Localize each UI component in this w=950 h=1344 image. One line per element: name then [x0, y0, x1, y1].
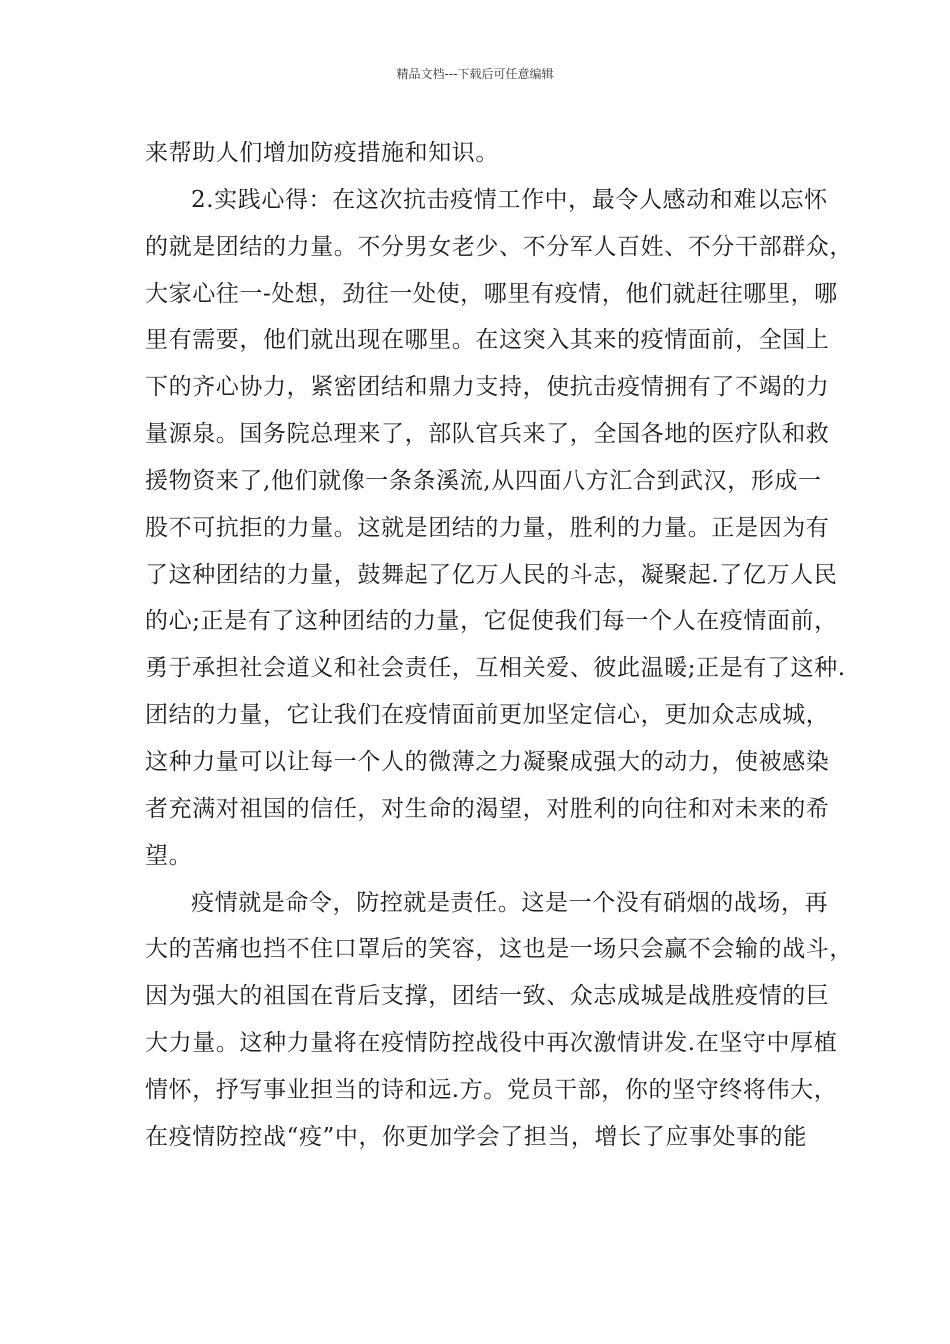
text-line: 大的苦痛也挡不住口罩后的笑容，这也是一场只会赢不会输的战斗， [145, 936, 853, 963]
text-line: 大力量。这种力量将在疫情防控战役中再次激情讲发.在坚守中厚植 [145, 1030, 838, 1057]
text-line: 来帮助人们增加防疫措施和知识。 [145, 140, 499, 166]
paragraph-first-line: 2.实践心得：在这次抗击疫情工作中，最令人感动和难以忘怀 [191, 186, 828, 213]
text-line: 援物资来了,他们就像一条条溪流,从四面八方汇合到武汉，形成一 [145, 467, 822, 494]
text-line: 者充满对祖国的信任，对生命的渴望，对胜利的向往和对未来的希 [145, 795, 830, 822]
text-line: 勇于承担社会道义和社会责任，互相关爱、彼此温暖;正是有了这种. [145, 655, 846, 682]
text-line: 因为强大的祖国在背后支撑，团结一致、众志成城是战胜疫情的巨 [145, 983, 830, 1010]
text-line: 团结的力量，它让我们在疫情面前更加坚定信心，更加众志成城， [145, 702, 830, 729]
text-line: 情怀，抒写事业担当的诗和远.方。党员干部，你的坚守终将伟大， [145, 1076, 838, 1103]
paragraph-first-line: 疫情就是命令，防控就是责任。这是一个没有硝烟的战场，再 [191, 889, 829, 916]
text-line: 股不可抗拒的力量。这就是团结的力量，胜利的力量。正是因为有 [145, 514, 830, 541]
text-line: 的就是团结的力量。不分男女老少、不分军人百姓、不分干部群众， [145, 233, 853, 260]
page-header: 精品文档---下载后可任意编辑 [396, 67, 554, 81]
text-line: 在疫情防控战“疫”中，你更加学会了担当，增长了应事处事的能 [145, 1123, 807, 1150]
text-line: 这种力量可以让每一个人的微薄之力凝聚成强大的动力，使被感染 [145, 748, 830, 775]
text-line: 了这种团结的力量，鼓舞起了亿万人民的斗志，凝聚起.了亿万人民 [145, 561, 838, 588]
text-line: 望。 [145, 842, 193, 869]
text-line: 里有需要，他们就出现在哪里。在这突入其来的疫情面前，全国上 [145, 327, 830, 354]
text-line: 下的齐心协力，紧密团结和鼎力支持，使抗击疫情拥有了不竭的力 [145, 374, 830, 401]
text-line: 量源泉。国务院总理来了，部队官兵来了，全国各地的医疗队和救 [145, 421, 830, 448]
text-line: 大家心往一-处想，劲往一处使，哪里有疫情，他们就赶往哪里，哪 [145, 280, 838, 307]
document-body [145, 130, 853, 1161]
text-line: 的心;正是有了这种团结的力量，它促使我们每一个人在疫情面前， [145, 608, 838, 635]
